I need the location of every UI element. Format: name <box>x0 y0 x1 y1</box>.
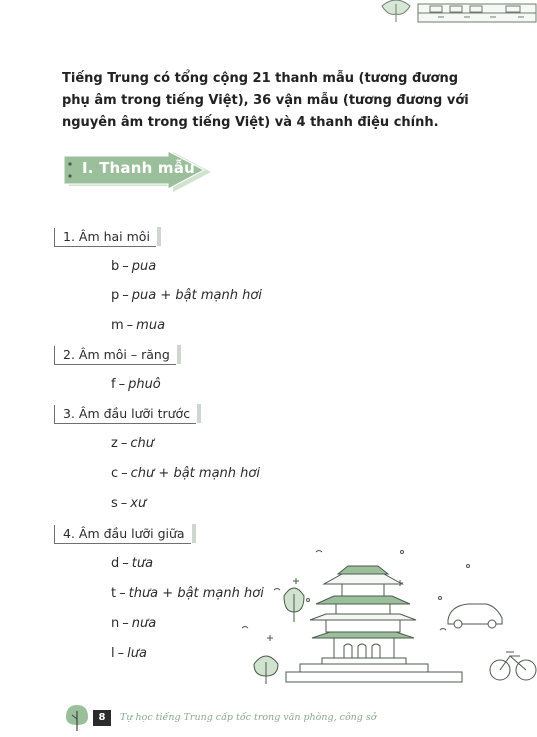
subheading-mid-alveolar <box>54 525 191 544</box>
entry-example: phuô <box>128 377 161 392</box>
entry-letter: z <box>111 436 118 451</box>
entry-note: + bật mạnh hơi <box>158 586 264 601</box>
entry-example: chư <box>130 436 154 451</box>
entry-example: lưa <box>127 646 147 661</box>
entry-example: thưa <box>128 586 159 601</box>
entry-separator: – <box>122 259 129 274</box>
entry-example: pua <box>131 259 157 274</box>
entry-example: tưa <box>131 556 154 571</box>
entry-d <box>111 556 153 572</box>
subheading-label: 4. Âm đầu lưỡi giữa <box>63 526 185 541</box>
entry-b <box>111 259 156 275</box>
entry-letter: m <box>111 318 124 333</box>
entry-f <box>111 377 161 393</box>
entry-example: chư <box>130 466 155 481</box>
entry-note: + bật mạnh hơi <box>156 288 262 303</box>
subheading-label: 3. Âm đầu lưỡi trước <box>63 406 191 421</box>
section-banner <box>62 150 212 192</box>
entry-example: mua <box>136 318 166 333</box>
entry-letter: c <box>111 466 119 481</box>
entry-m <box>111 318 165 334</box>
subheading-label: 2. Âm môi – răng <box>63 347 170 362</box>
entry-separator: – <box>122 616 129 631</box>
entry-c <box>111 466 260 482</box>
subheading-labiodental <box>54 346 176 365</box>
page-number: 8 <box>93 710 111 726</box>
entry-letter: t <box>111 586 117 601</box>
entry-p <box>111 288 262 304</box>
entry-separator: – <box>120 436 128 451</box>
subheading-label: 1. Âm hai môi <box>63 229 150 244</box>
entry-n <box>111 616 156 632</box>
entry-example: xư <box>130 496 147 511</box>
entry-separator: – <box>119 586 126 601</box>
entry-z <box>111 436 154 452</box>
entry-separator: – <box>122 556 129 571</box>
entry-letter: n <box>111 616 120 631</box>
entry-note: + bật mạnh hơi <box>154 466 260 481</box>
entry-separator: – <box>118 377 126 392</box>
entry-example: pua <box>131 288 157 303</box>
pagoda-illustration <box>230 540 537 694</box>
entry-letter: b <box>111 259 120 274</box>
entry-separator: – <box>120 496 128 511</box>
entry-example: nưa <box>131 616 157 631</box>
footer-tree-icon <box>63 703 91 735</box>
entry-separator: – <box>117 646 125 661</box>
entry-s <box>111 496 146 512</box>
intro-paragraph: Tiếng Trung có tổng cộng 21 thanh mẫu (tương đương phụ âm trong tiếng Việt), 36 vận mẫu (tương đương với nguyên âm trong tiếng Việt) và 4 thanh điệu chính. <box>62 71 469 130</box>
section-title: I. Thanh mẫu <box>82 159 195 177</box>
entry-l <box>111 646 147 662</box>
entry-letter: p <box>111 288 120 303</box>
entry-letter: l <box>111 646 115 661</box>
entry-letter: s <box>111 496 118 511</box>
footer-book-title: Tự học tiếng Trung cấp tốc trong văn phòng, công sở <box>120 712 377 723</box>
entry-separator: – <box>122 288 129 303</box>
wall-decoration <box>378 0 537 30</box>
entry-separator: – <box>121 466 128 481</box>
entry-letter: f <box>111 377 116 392</box>
subheading-front-alveolar <box>54 405 196 424</box>
entry-separator: – <box>126 318 134 333</box>
subheading-bilabial <box>54 228 156 247</box>
entry-letter: d <box>111 556 120 571</box>
